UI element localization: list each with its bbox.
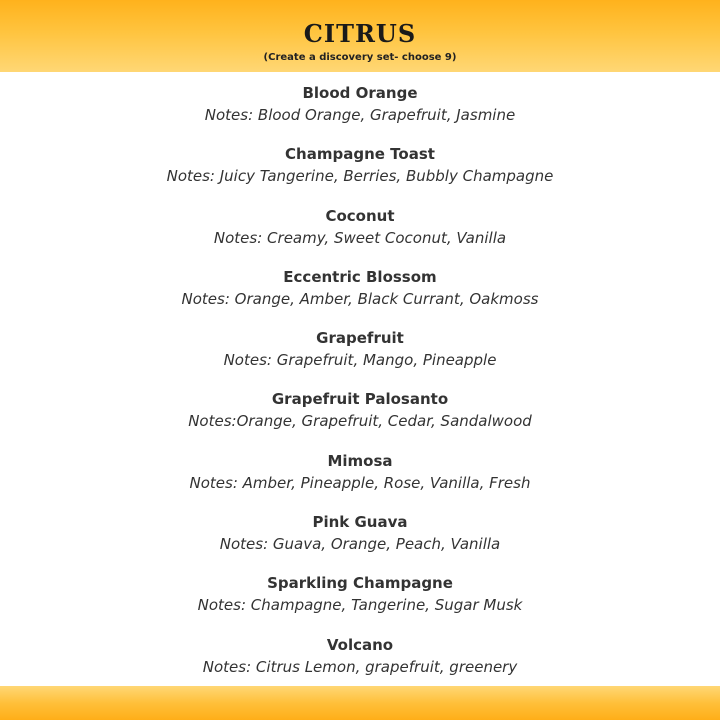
- scent-notes: Notes: Orange, Amber, Black Currant, Oakmoss: [181, 289, 539, 308]
- scent-item-eccentric-blossom: [0, 266, 720, 327]
- footer-banner: [0, 686, 720, 720]
- scent-name: Coconut: [325, 206, 395, 225]
- scent-notes: Notes: Champagne, Tangerine, Sugar Musk: [197, 596, 523, 615]
- scent-name: Pink Guava: [312, 513, 408, 532]
- scent-item-grapefruit: [0, 327, 720, 388]
- scent-name: Champagne Toast: [285, 145, 435, 164]
- scent-notes: Notes:Orange, Grapefruit, Cedar, Sandalwood: [188, 412, 532, 431]
- scent-name: Mimosa: [327, 451, 393, 470]
- scent-notes: Notes: Blood Orange, Grapefruit, Jasmine: [204, 106, 516, 124]
- scent-name: Blood Orange: [302, 84, 418, 102]
- scent-notes: Notes: Creamy, Sweet Coconut, Vanilla: [213, 228, 507, 247]
- header-banner: [0, 0, 720, 72]
- scent-name: Sparkling Champagne: [267, 574, 453, 593]
- scent-item-grapefruit-palosanto: [0, 388, 720, 449]
- scent-notes: Notes: Grapefruit, Mango, Pineapple: [223, 351, 497, 370]
- scent-name: Grapefruit Palosanto: [271, 390, 449, 409]
- scent-item-pink-guava: [0, 511, 720, 572]
- scent-notes: Notes: Juicy Tangerine, Berries, Bubbly Champagne: [166, 167, 554, 186]
- scent-item-sparkling-champagne: [0, 572, 720, 633]
- scent-item-champagne-toast: [0, 143, 720, 204]
- scent-name: Grapefruit: [316, 329, 404, 348]
- scent-notes: Notes: Citrus Lemon, grapefruit, greenery: [202, 657, 518, 676]
- scent-name: Eccentric Blossom: [283, 267, 437, 286]
- scent-item-mimosa: [0, 450, 720, 511]
- page-subtitle: (Create a discovery set- choose 9): [263, 52, 457, 63]
- scent-name: Volcano: [326, 635, 394, 654]
- scent-notes: Notes: Amber, Pineapple, Rose, Vanilla, Fresh: [189, 473, 531, 492]
- scent-notes: Notes: Guava, Orange, Peach, Vanilla: [219, 535, 501, 554]
- scent-list: [0, 82, 720, 695]
- scent-item-blood-orange: [0, 82, 720, 143]
- page-title: CITRUS: [303, 19, 417, 48]
- scent-item-coconut: [0, 205, 720, 266]
